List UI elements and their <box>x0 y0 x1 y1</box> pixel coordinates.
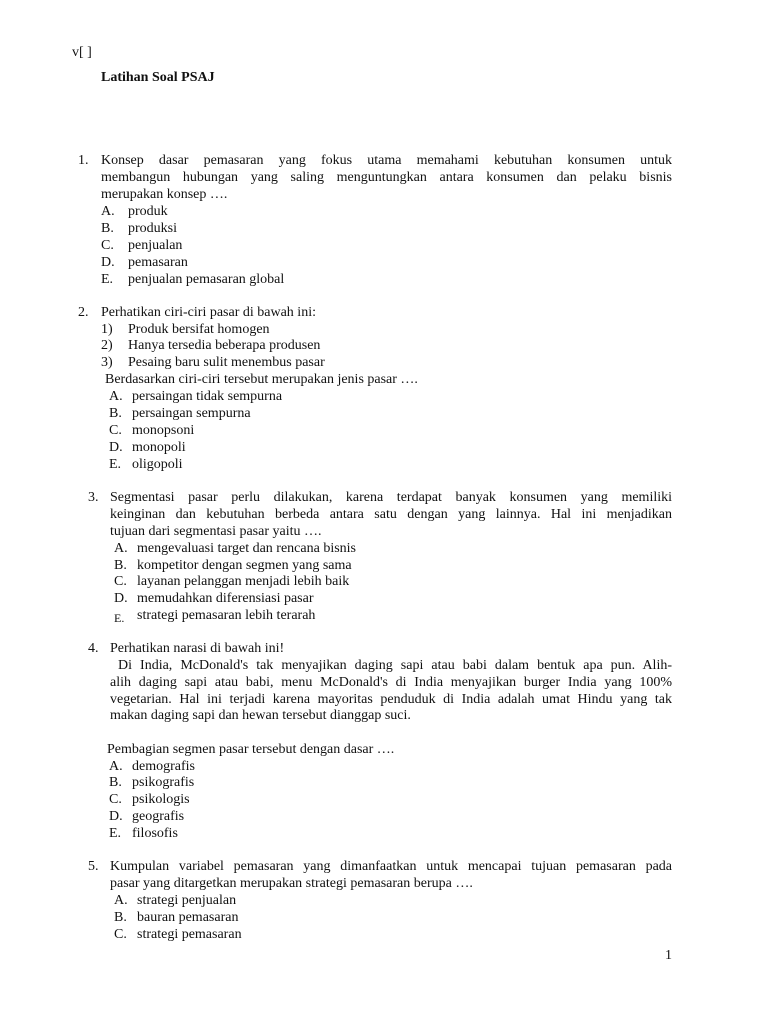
stem-line: tujuan dari segmentasi pasar yaitu …. <box>110 523 322 539</box>
question-number: 1. <box>78 153 89 168</box>
narrative-line: makan daging sapi dan hewan tersebut dianggap suci. <box>110 708 411 724</box>
question-stem <box>110 859 672 893</box>
checkbox-mark: v[ ] <box>72 45 92 60</box>
option-label: A. <box>114 893 128 908</box>
option-text: produk <box>128 204 168 219</box>
option-label: B. <box>109 406 122 421</box>
option-text: kompetitor dengan segmen yang sama <box>137 558 352 573</box>
narrative-line: alih daging sapi atau babi, menu McDonald's di India menyajikan burger India yang 100% <box>110 674 672 690</box>
page-number: 1 <box>665 948 672 963</box>
option-a <box>114 541 356 558</box>
page-title: Latihan Soal PSAJ <box>101 70 215 85</box>
option-label: C. <box>101 238 114 253</box>
option-text: psikografis <box>132 775 195 790</box>
option-a <box>101 204 168 221</box>
list-item <box>101 338 321 355</box>
item-label: 1) <box>101 322 113 337</box>
option-text: bauran pemasaran <box>137 910 239 925</box>
question-number: 4. <box>88 641 99 656</box>
option-label: E. <box>101 272 114 287</box>
option-label: D. <box>109 809 123 824</box>
option-label: A. <box>109 389 123 404</box>
option-text: strategi pemasaran lebih terarah <box>137 608 316 623</box>
stem-line: Kumpulan variabel pemasaran yang dimanfaatkan untuk mencapai tujuan pemasaran pada <box>110 859 672 874</box>
option-text: layanan pelanggan menjadi lebih baik <box>137 574 350 589</box>
option-label: E. <box>109 457 122 472</box>
option-d <box>114 591 314 608</box>
option-label: C. <box>114 927 127 942</box>
option-text: monopsoni <box>132 423 195 438</box>
option-text: pemasaran <box>128 255 188 270</box>
option-b <box>109 775 195 792</box>
option-b <box>114 558 352 575</box>
stem-line: pasar yang ditargetkan merupakan strategi pemasaran berupa …. <box>110 875 473 891</box>
stem-line: merupakan konsep …. <box>101 186 228 202</box>
option-text: strategi pemasaran <box>137 927 242 942</box>
narrative-line: Di India, McDonald's tak menyajikan daging sapi atau babi dalam bentuk apa pun. Alih- <box>118 658 672 673</box>
option-a <box>109 759 195 776</box>
question-prompt: Berdasarkan ciri-ciri tersebut merupakan jenis pasar …. <box>105 372 418 387</box>
option-e <box>101 272 285 289</box>
option-label: B. <box>114 558 127 573</box>
question-number: 3. <box>88 490 99 505</box>
option-c <box>109 423 195 440</box>
question-prompt: Pembagian segmen pasar tersebut dengan dasar …. <box>107 742 395 757</box>
option-label: E. <box>114 611 125 625</box>
option-label: A. <box>101 204 115 219</box>
question-stem: Perhatikan narasi di bawah ini! <box>110 641 285 656</box>
option-label: A. <box>114 541 128 556</box>
list-item <box>101 322 270 339</box>
option-text: penjualan <box>128 238 183 253</box>
option-label: D. <box>101 255 115 270</box>
option-text: memudahkan diferensiasi pasar <box>137 591 314 606</box>
option-c <box>109 792 190 809</box>
item-label: 3) <box>101 355 113 370</box>
option-label: D. <box>109 440 123 455</box>
option-label: E. <box>109 826 122 841</box>
option-text: psikologis <box>132 792 190 807</box>
option-b <box>114 910 239 927</box>
option-text: oligopoli <box>132 457 183 472</box>
option-text: strategi penjualan <box>137 893 237 908</box>
option-label: C. <box>109 423 122 438</box>
question-stem <box>110 490 672 540</box>
item-text: Produk bersifat homogen <box>128 322 270 337</box>
option-text: penjualan pemasaran global <box>128 272 285 287</box>
option-text: persaingan sempurna <box>132 406 251 421</box>
narrative-line: vegetarian. Hal ini terjadi karena mayoritas penduduk di India adalah umat Hindu yang tak <box>110 691 672 707</box>
option-text: persaingan tidak sempurna <box>132 389 283 404</box>
option-b <box>101 221 177 238</box>
option-text: produksi <box>128 221 177 236</box>
question-stem <box>101 153 672 203</box>
option-text: geografis <box>132 809 185 824</box>
option-a <box>109 389 283 406</box>
option-label: D. <box>114 591 128 606</box>
narrative-text <box>110 658 672 725</box>
option-label: A. <box>109 759 123 774</box>
option-a <box>114 893 237 910</box>
option-c <box>114 927 242 944</box>
question-number: 2. <box>78 305 89 320</box>
stem-line: membangun hubungan yang saling menguntungkan antara konsumen dan pelaku bisnis <box>101 169 672 185</box>
option-text: filosofis <box>132 826 178 841</box>
option-label: B. <box>101 221 114 236</box>
option-e <box>109 457 183 474</box>
option-d <box>109 440 186 457</box>
question-number: 5. <box>88 859 99 874</box>
item-label: 2) <box>101 338 113 353</box>
option-label: B. <box>109 775 122 790</box>
item-text: Hanya tersedia beberapa produsen <box>128 338 321 353</box>
option-text: demografis <box>132 759 195 774</box>
question-stem: Perhatikan ciri-ciri pasar di bawah ini: <box>101 305 316 320</box>
option-d <box>109 809 185 826</box>
list-item <box>101 355 325 372</box>
option-e <box>114 608 316 625</box>
stem-line: Segmentasi pasar perlu dilakukan, karena terdapat banyak konsumen yang memiliki <box>110 490 672 505</box>
option-b <box>109 406 251 423</box>
option-text: monopoli <box>132 440 186 455</box>
option-label: C. <box>109 792 122 807</box>
option-label: C. <box>114 574 127 589</box>
option-e <box>109 826 178 843</box>
option-label: B. <box>114 910 127 925</box>
stem-line: Konsep dasar pemasaran yang fokus utama memahami kebutuhan konsumen untuk <box>101 153 672 168</box>
option-c <box>101 238 183 255</box>
option-d <box>101 255 188 272</box>
option-c <box>114 574 350 591</box>
option-text: mengevaluasi target dan rencana bisnis <box>137 541 356 556</box>
item-text: Pesaing baru sulit menembus pasar <box>128 355 325 370</box>
stem-line: keinginan dan kebutuhan berbeda antara satu dengan yang lainnya. Hal ini menjadikan <box>110 506 672 522</box>
